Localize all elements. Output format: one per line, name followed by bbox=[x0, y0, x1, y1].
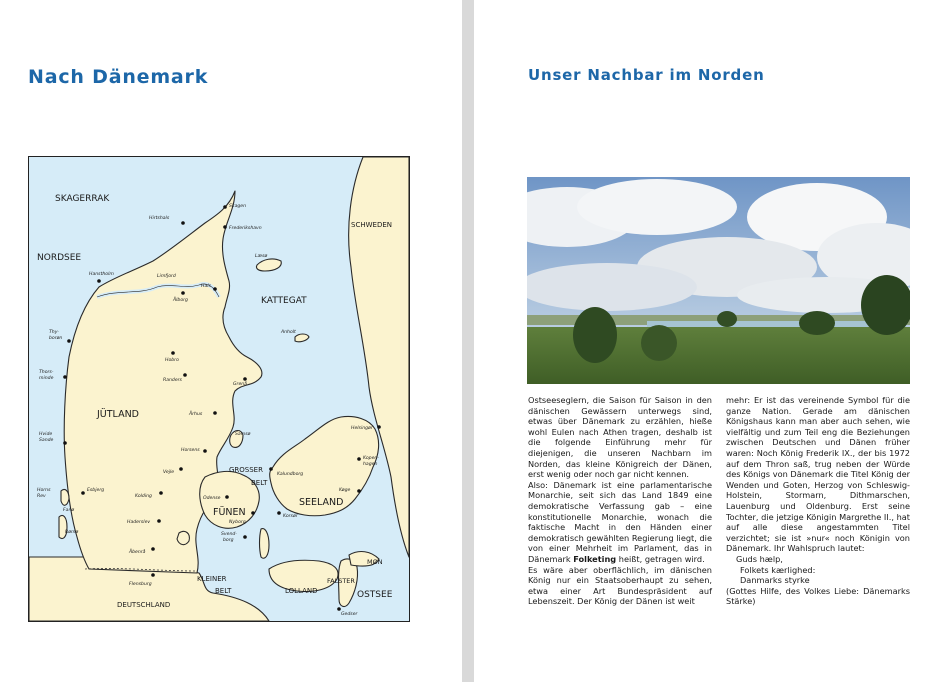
city-horns-rev-1: Horns bbox=[37, 488, 51, 493]
region-grosser-belt-2: BELT bbox=[251, 479, 268, 487]
city-anholt: Anholt bbox=[281, 330, 296, 335]
city-samsoe: Samsø bbox=[235, 432, 251, 437]
sea-skagerrak: SKAGERRAK bbox=[55, 194, 110, 204]
dot-odense bbox=[225, 495, 229, 499]
dot-aabenraa bbox=[151, 547, 155, 551]
monarchy-text-before: Also: Dänemark ist eine parlamentarische Monarchie, seit sich das Land 1849 eine demokratische Verfassung gab – eine konstitutionelle Monarchie, wonach die faktische Macht in den Händen einer demokratisch gewählten Regierung liegt, die von einer Mehrheit im Parlament, das in Dänemark bbox=[528, 479, 712, 564]
city-horns-rev-2: Rev bbox=[37, 494, 46, 499]
dot-svendborg bbox=[243, 535, 247, 539]
sea-kattegat: KATTEGAT bbox=[261, 296, 307, 306]
dot-hvide-sande bbox=[63, 441, 67, 445]
region-fuenen: FÜNEN bbox=[213, 507, 246, 518]
dot-hirtshals bbox=[181, 221, 185, 225]
city-helsingoer: Helsingør bbox=[351, 426, 373, 431]
city-haderslev: Haderslev bbox=[127, 520, 151, 525]
romoe-land bbox=[59, 515, 67, 538]
city-thyboroen-2: borøn bbox=[49, 336, 63, 341]
dot-kopenhagen bbox=[357, 457, 361, 461]
city-vejle: Vejle bbox=[163, 470, 175, 475]
motto-translation: (Gottes Hilfe, des Volkes Liebe: Dänemarks Stärke) bbox=[726, 585, 910, 607]
paragraph-royal-house: mehr: Er ist das vereinende Symbol für die ganze Nation. Gerade am dänischen Königshaus kann man aber auch sehen, wie vielfältig und zum Teil eng die Beziehungen zwischen Deutschen und Dänen früher waren: Noch König Frederik IX., der bis 1972 auf dem Thron saß, trug neben der Würde des Königs von Dänemark die Titel König der Wenden und Goten, Herzog von Schleswig-Holstein, Stormarn, Dithmarschen, Lauenburg und Oldenburg. Erst seine Tochter, die jetzige Königin Margrethe II., hat auf alle diese angestammten Titel verzichtet; sie ist »nur« noch Königin von Dänemark. Ihr Wahlspruch lautet: bbox=[726, 395, 910, 554]
paragraph-monarchy bbox=[528, 480, 712, 565]
dot-thyboroen bbox=[67, 339, 71, 343]
dot-aalborg bbox=[181, 291, 185, 295]
dot-gedser bbox=[337, 607, 341, 611]
city-frederikshavn: Frederikshavn bbox=[229, 226, 262, 231]
dot-hals bbox=[213, 287, 217, 291]
motto-line-1: Guds hælp, bbox=[736, 553, 783, 564]
dot-frederikshavn bbox=[223, 225, 227, 229]
als-land bbox=[177, 531, 189, 544]
city-randers: Randers bbox=[163, 378, 182, 383]
dot-haderslev bbox=[157, 519, 161, 523]
text-column-right bbox=[726, 395, 910, 607]
city-aarhus: Århus bbox=[189, 412, 203, 417]
dot-nyborg bbox=[251, 511, 255, 515]
city-thyboroen-1: Thy- bbox=[49, 330, 59, 335]
city-limfjord: Limfjord bbox=[157, 274, 176, 279]
region-juetland: JÜTLAND bbox=[97, 409, 139, 420]
city-kalundborg: Kalundborg bbox=[277, 472, 304, 477]
dot-helsingoer bbox=[377, 425, 381, 429]
city-hobro: Hobro bbox=[165, 358, 179, 363]
laesoe-land bbox=[256, 259, 281, 271]
folketing-term: Folketing bbox=[573, 553, 617, 564]
dot-kolding bbox=[159, 491, 163, 495]
region-deutschland: DEUTSCHLAND bbox=[117, 601, 171, 609]
dot-korsoer bbox=[277, 511, 281, 515]
landscape-photo-svg bbox=[527, 177, 910, 384]
city-odense: Odense bbox=[203, 496, 221, 501]
monarchy-text-after: heißt, getragen wird. bbox=[618, 553, 705, 564]
city-kopenhagen-2: hagen bbox=[363, 462, 378, 467]
dot-grenaa bbox=[243, 377, 247, 381]
city-grenaa: Grenå bbox=[233, 382, 248, 387]
landscape-photo bbox=[527, 177, 910, 384]
motto-line-2: Folkets kærlighed: bbox=[740, 564, 816, 575]
city-aalborg: Ålborg bbox=[173, 298, 188, 303]
city-aabenraa: Åbenrå bbox=[129, 550, 146, 555]
city-skagen: Skagen bbox=[229, 204, 247, 209]
city-kopenhagen-1: Kopen- bbox=[363, 456, 379, 461]
dot-koege bbox=[357, 489, 361, 493]
region-seeland: SEELAND bbox=[299, 497, 344, 508]
city-esbjerg: Esbjerg bbox=[87, 488, 105, 493]
city-laesoe: Læsø bbox=[255, 254, 268, 259]
dot-thorsminde bbox=[63, 375, 67, 379]
city-korsoer: Korsør bbox=[283, 514, 298, 519]
city-flensburg: Flensburg bbox=[129, 582, 152, 587]
city-gedser: Gedser bbox=[341, 612, 358, 617]
dot-kalundborg bbox=[269, 467, 273, 471]
paragraph-king: Es wäre aber oberflächlich, im dänischen König nur ein Staatsoberhaupt zu sehen, etwa einer Art Bundespräsident auf Lebenszeit. Der König der Dänen ist weit bbox=[528, 564, 712, 607]
denmark-map-svg bbox=[29, 157, 409, 621]
city-kolding: Kolding bbox=[135, 494, 152, 499]
text-column-left bbox=[528, 395, 712, 607]
fanoe-land bbox=[61, 489, 69, 505]
region-grosser-belt-1: GROSSER bbox=[229, 466, 263, 474]
paragraph-intro: Ostseeseglern, die Saison für Saison in den dänischen Gewässern unterwegs sind, etwas über Dänemark zu erzählen, hieße wohl Eulen nach Athen tragen, deshalb ist die folgende Einführung mehr für diejenigen, die unseren Nachbarn im Norden, das kleine Königreich der Dänen, erst wenig oder noch gar nicht kennen. bbox=[528, 395, 712, 480]
city-hvide-sande-1: Hvide bbox=[39, 432, 53, 437]
dot-hobro bbox=[171, 351, 175, 355]
country-schweden: SCHWEDEN bbox=[351, 221, 392, 229]
dot-hanstholm bbox=[97, 279, 101, 283]
dot-esbjerg bbox=[81, 491, 85, 495]
dot-aarhus bbox=[213, 411, 217, 415]
region-falster: FALSTER bbox=[327, 577, 355, 585]
region-kleiner-belt-1: KLEINER bbox=[197, 575, 227, 583]
city-svendborg-1: Svend- bbox=[221, 532, 237, 537]
city-thorsminde-1: Thors- bbox=[39, 370, 54, 375]
city-hvide-sande-2: Sande bbox=[39, 438, 54, 443]
sea-ostsee: OSTSEE bbox=[357, 590, 393, 600]
city-hals: Hals bbox=[201, 284, 211, 289]
city-romoe: Rømø bbox=[65, 530, 79, 535]
dot-vejle bbox=[179, 467, 183, 471]
city-hirtshals: Hirtshals bbox=[149, 216, 170, 221]
city-nyborg: Nyborg bbox=[229, 520, 246, 525]
anholt-land bbox=[295, 334, 309, 342]
left-page bbox=[0, 0, 462, 682]
dot-horsens bbox=[203, 449, 207, 453]
region-moen: MØN bbox=[367, 558, 383, 566]
dot-flensburg bbox=[151, 573, 155, 577]
sweden-land bbox=[349, 157, 409, 557]
city-hanstholm: Hanstholm bbox=[89, 272, 114, 277]
region-lolland: LOLLAND bbox=[285, 587, 318, 595]
region-kleiner-belt-2: BELT bbox=[215, 587, 232, 595]
dot-randers bbox=[183, 373, 187, 377]
sea-nordsee: NORDSEE bbox=[37, 253, 82, 263]
city-svendborg-2: borg bbox=[223, 538, 234, 543]
motto-line-3: Danmarks styrke bbox=[740, 575, 810, 586]
dot-skagen bbox=[223, 205, 227, 209]
denmark-map bbox=[28, 156, 410, 622]
left-page-heading: Nach Dänemark bbox=[28, 66, 209, 88]
right-page-heading: Unser Nachbar im Norden bbox=[528, 66, 765, 84]
city-horsens: Horsens bbox=[181, 448, 200, 453]
city-koege: Køge bbox=[339, 488, 351, 493]
city-thorsminde-2: minde bbox=[39, 376, 54, 381]
city-fanoe: Fanø bbox=[63, 508, 75, 513]
langeland-land bbox=[260, 529, 270, 559]
